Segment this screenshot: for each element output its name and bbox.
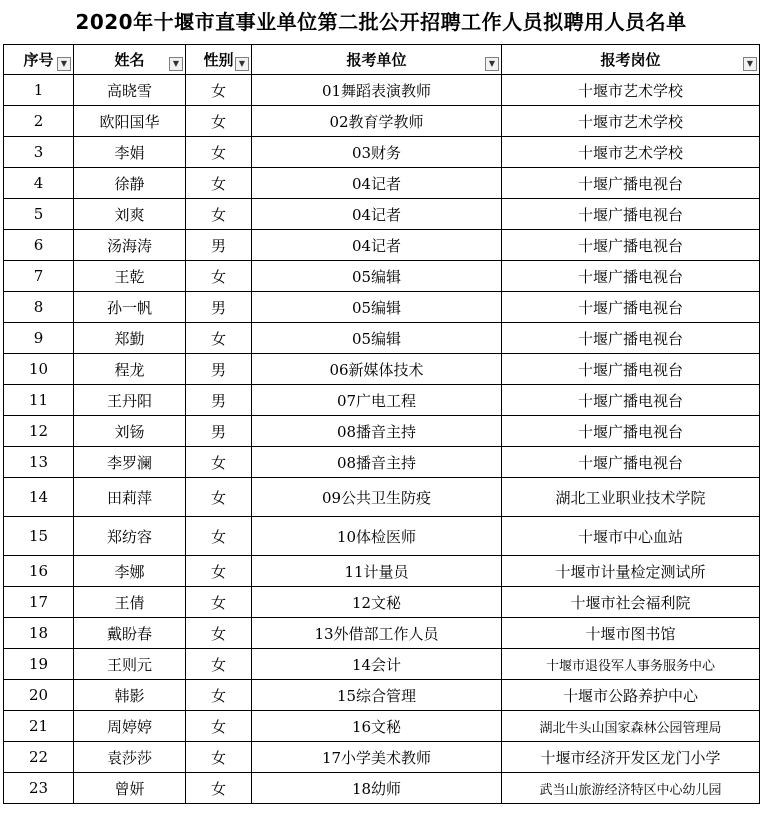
seq-cell: 14 bbox=[4, 478, 74, 517]
unit-cell: 15综合管理 bbox=[252, 680, 502, 711]
post-cell: 十堰广播电视台 bbox=[502, 230, 760, 261]
seq-cell: 7 bbox=[4, 261, 74, 292]
seq-cell: 10 bbox=[4, 354, 74, 385]
header-row bbox=[4, 45, 760, 75]
table-row bbox=[4, 168, 760, 199]
unit-cell: 16文秘 bbox=[252, 711, 502, 742]
post-cell: 十堰广播电视台 bbox=[502, 385, 760, 416]
seq-cell: 3 bbox=[4, 137, 74, 168]
seq-cell: 16 bbox=[4, 556, 74, 587]
unit-cell: 18幼师 bbox=[252, 773, 502, 804]
table-row bbox=[4, 106, 760, 137]
name-cell: 高晓雪 bbox=[74, 75, 186, 106]
table-row bbox=[4, 587, 760, 618]
dropdown-arrow-icon[interactable]: ▼ bbox=[485, 57, 499, 71]
post-cell: 十堰广播电视台 bbox=[502, 168, 760, 199]
post-cell: 湖北工业职业技术学院 bbox=[502, 478, 760, 517]
post-cell: 十堰广播电视台 bbox=[502, 354, 760, 385]
post-cell: 十堰广播电视台 bbox=[502, 199, 760, 230]
name-cell: 王倩 bbox=[74, 587, 186, 618]
name-cell: 徐静 bbox=[74, 168, 186, 199]
unit-cell: 09公共卫生防疫 bbox=[252, 478, 502, 517]
name-cell: 田莉萍 bbox=[74, 478, 186, 517]
name-cell: 欧阳国华 bbox=[74, 106, 186, 137]
post-cell: 十堰市图书馆 bbox=[502, 618, 760, 649]
seq-cell: 12 bbox=[4, 416, 74, 447]
seq-cell: 15 bbox=[4, 517, 74, 556]
page-title: 2020年十堰市直事业单位第二批公开招聘工作人员拟聘用人员名单 bbox=[75, 10, 687, 34]
post-cell: 十堰市艺术学校 bbox=[502, 106, 760, 137]
header-unit bbox=[252, 45, 502, 75]
gender-cell: 女 bbox=[186, 556, 252, 587]
post-cell: 十堰市计量检定测试所 bbox=[502, 556, 760, 587]
name-cell: 周婷婷 bbox=[74, 711, 186, 742]
gender-cell: 女 bbox=[186, 137, 252, 168]
unit-cell: 10体检医师 bbox=[252, 517, 502, 556]
gender-cell: 女 bbox=[186, 199, 252, 230]
gender-cell: 女 bbox=[186, 618, 252, 649]
header-seq bbox=[4, 45, 74, 75]
seq-cell: 11 bbox=[4, 385, 74, 416]
gender-cell: 女 bbox=[186, 517, 252, 556]
post-cell: 十堰广播电视台 bbox=[502, 416, 760, 447]
post-cell: 十堰广播电视台 bbox=[502, 292, 760, 323]
seq-cell: 9 bbox=[4, 323, 74, 354]
seq-cell: 4 bbox=[4, 168, 74, 199]
name-cell: 曾妍 bbox=[74, 773, 186, 804]
gender-cell: 女 bbox=[186, 447, 252, 478]
dropdown-arrow-icon[interactable]: ▼ bbox=[743, 57, 757, 71]
post-cell: 湖北牛头山国家森林公园管理局 bbox=[502, 711, 760, 742]
unit-cell: 14会计 bbox=[252, 649, 502, 680]
header-gender-label: 性别 bbox=[203, 51, 234, 69]
table-row bbox=[4, 556, 760, 587]
unit-cell: 01舞蹈表演教师 bbox=[252, 75, 502, 106]
seq-cell: 2 bbox=[4, 106, 74, 137]
gender-cell: 女 bbox=[186, 711, 252, 742]
header-name bbox=[74, 45, 186, 75]
header-name-label: 姓名 bbox=[114, 51, 145, 69]
unit-cell: 04记者 bbox=[252, 230, 502, 261]
table-row bbox=[4, 680, 760, 711]
seq-cell: 8 bbox=[4, 292, 74, 323]
table-row bbox=[4, 292, 760, 323]
header-post bbox=[502, 45, 760, 75]
seq-cell: 19 bbox=[4, 649, 74, 680]
table-row bbox=[4, 517, 760, 556]
seq-cell: 22 bbox=[4, 742, 74, 773]
table-row bbox=[4, 354, 760, 385]
seq-cell: 6 bbox=[4, 230, 74, 261]
table-row bbox=[4, 75, 760, 106]
unit-cell: 08播音主持 bbox=[252, 416, 502, 447]
gender-cell: 女 bbox=[186, 478, 252, 517]
unit-cell: 13外借部工作人员 bbox=[252, 618, 502, 649]
post-cell: 十堰广播电视台 bbox=[502, 447, 760, 478]
unit-cell: 04记者 bbox=[252, 168, 502, 199]
seq-cell: 1 bbox=[4, 75, 74, 106]
name-cell: 刘钖 bbox=[74, 416, 186, 447]
post-cell: 十堰广播电视台 bbox=[502, 261, 760, 292]
unit-cell: 17小学美术教师 bbox=[252, 742, 502, 773]
dropdown-arrow-icon[interactable]: ▼ bbox=[57, 57, 71, 71]
unit-cell: 07广电工程 bbox=[252, 385, 502, 416]
post-cell: 十堰市社会福利院 bbox=[502, 587, 760, 618]
seq-cell: 5 bbox=[4, 199, 74, 230]
name-cell: 刘爽 bbox=[74, 199, 186, 230]
gender-cell: 女 bbox=[186, 649, 252, 680]
seq-cell: 21 bbox=[4, 711, 74, 742]
header-post-label: 报考岗位 bbox=[600, 51, 661, 69]
header-gender bbox=[186, 45, 252, 75]
unit-cell: 05编辑 bbox=[252, 323, 502, 354]
table-row bbox=[4, 742, 760, 773]
unit-cell: 12文秘 bbox=[252, 587, 502, 618]
table-row bbox=[4, 199, 760, 230]
post-cell: 十堰市中心血站 bbox=[502, 517, 760, 556]
gender-cell: 女 bbox=[186, 106, 252, 137]
gender-cell: 男 bbox=[186, 385, 252, 416]
unit-cell: 08播音主持 bbox=[252, 447, 502, 478]
table-row bbox=[4, 137, 760, 168]
name-cell: 孙一帆 bbox=[74, 292, 186, 323]
header-seq-label: 序号 bbox=[23, 51, 54, 69]
name-cell: 郑纺容 bbox=[74, 517, 186, 556]
gender-cell: 女 bbox=[186, 168, 252, 199]
gender-cell: 男 bbox=[186, 230, 252, 261]
gender-cell: 女 bbox=[186, 773, 252, 804]
gender-cell: 女 bbox=[186, 261, 252, 292]
gender-cell: 男 bbox=[186, 354, 252, 385]
post-cell: 十堰市退役军人事务服务中心 bbox=[502, 649, 760, 680]
post-cell: 十堰市艺术学校 bbox=[502, 75, 760, 106]
name-cell: 韩影 bbox=[74, 680, 186, 711]
unit-cell: 05编辑 bbox=[252, 261, 502, 292]
table-row bbox=[4, 649, 760, 680]
unit-cell: 05编辑 bbox=[252, 292, 502, 323]
post-cell: 十堰市公路养护中心 bbox=[502, 680, 760, 711]
name-cell: 李娟 bbox=[74, 137, 186, 168]
name-cell: 王乾 bbox=[74, 261, 186, 292]
unit-cell: 06新媒体技术 bbox=[252, 354, 502, 385]
seq-cell: 17 bbox=[4, 587, 74, 618]
unit-cell: 04记者 bbox=[252, 199, 502, 230]
name-cell: 李娜 bbox=[74, 556, 186, 587]
table-row bbox=[4, 773, 760, 804]
unit-cell: 11计量员 bbox=[252, 556, 502, 587]
name-cell: 戴盼春 bbox=[74, 618, 186, 649]
gender-cell: 男 bbox=[186, 416, 252, 447]
gender-cell: 女 bbox=[186, 742, 252, 773]
gender-cell: 男 bbox=[186, 292, 252, 323]
gender-cell: 女 bbox=[186, 75, 252, 106]
post-cell: 十堰广播电视台 bbox=[502, 323, 760, 354]
gender-cell: 女 bbox=[186, 323, 252, 354]
table-row bbox=[4, 323, 760, 354]
gender-cell: 女 bbox=[186, 587, 252, 618]
name-cell: 王则元 bbox=[74, 649, 186, 680]
table-row bbox=[4, 230, 760, 261]
name-cell: 袁莎莎 bbox=[74, 742, 186, 773]
post-cell: 十堰市艺术学校 bbox=[502, 137, 760, 168]
table-row bbox=[4, 447, 760, 478]
name-cell: 郑勤 bbox=[74, 323, 186, 354]
post-cell: 十堰市经济开发区龙门小学 bbox=[502, 742, 760, 773]
seq-cell: 18 bbox=[4, 618, 74, 649]
hiring-table bbox=[3, 44, 760, 804]
seq-cell: 23 bbox=[4, 773, 74, 804]
unit-cell: 03财务 bbox=[252, 137, 502, 168]
seq-cell: 13 bbox=[4, 447, 74, 478]
table-row bbox=[4, 618, 760, 649]
gender-cell: 女 bbox=[186, 680, 252, 711]
unit-cell: 02教育学教师 bbox=[252, 106, 502, 137]
name-cell: 汤海涛 bbox=[74, 230, 186, 261]
seq-cell: 20 bbox=[4, 680, 74, 711]
dropdown-arrow-icon[interactable]: ▼ bbox=[235, 57, 249, 71]
name-cell: 王丹阳 bbox=[74, 385, 186, 416]
name-cell: 程龙 bbox=[74, 354, 186, 385]
table-row bbox=[4, 478, 760, 517]
table-row bbox=[4, 261, 760, 292]
name-cell: 李罗澜 bbox=[74, 447, 186, 478]
table-row bbox=[4, 711, 760, 742]
table-row bbox=[4, 416, 760, 447]
table-row bbox=[4, 385, 760, 416]
dropdown-arrow-icon[interactable]: ▼ bbox=[169, 57, 183, 71]
header-unit-label: 报考单位 bbox=[346, 51, 407, 69]
post-cell: 武当山旅游经济特区中心幼儿园 bbox=[502, 773, 760, 804]
